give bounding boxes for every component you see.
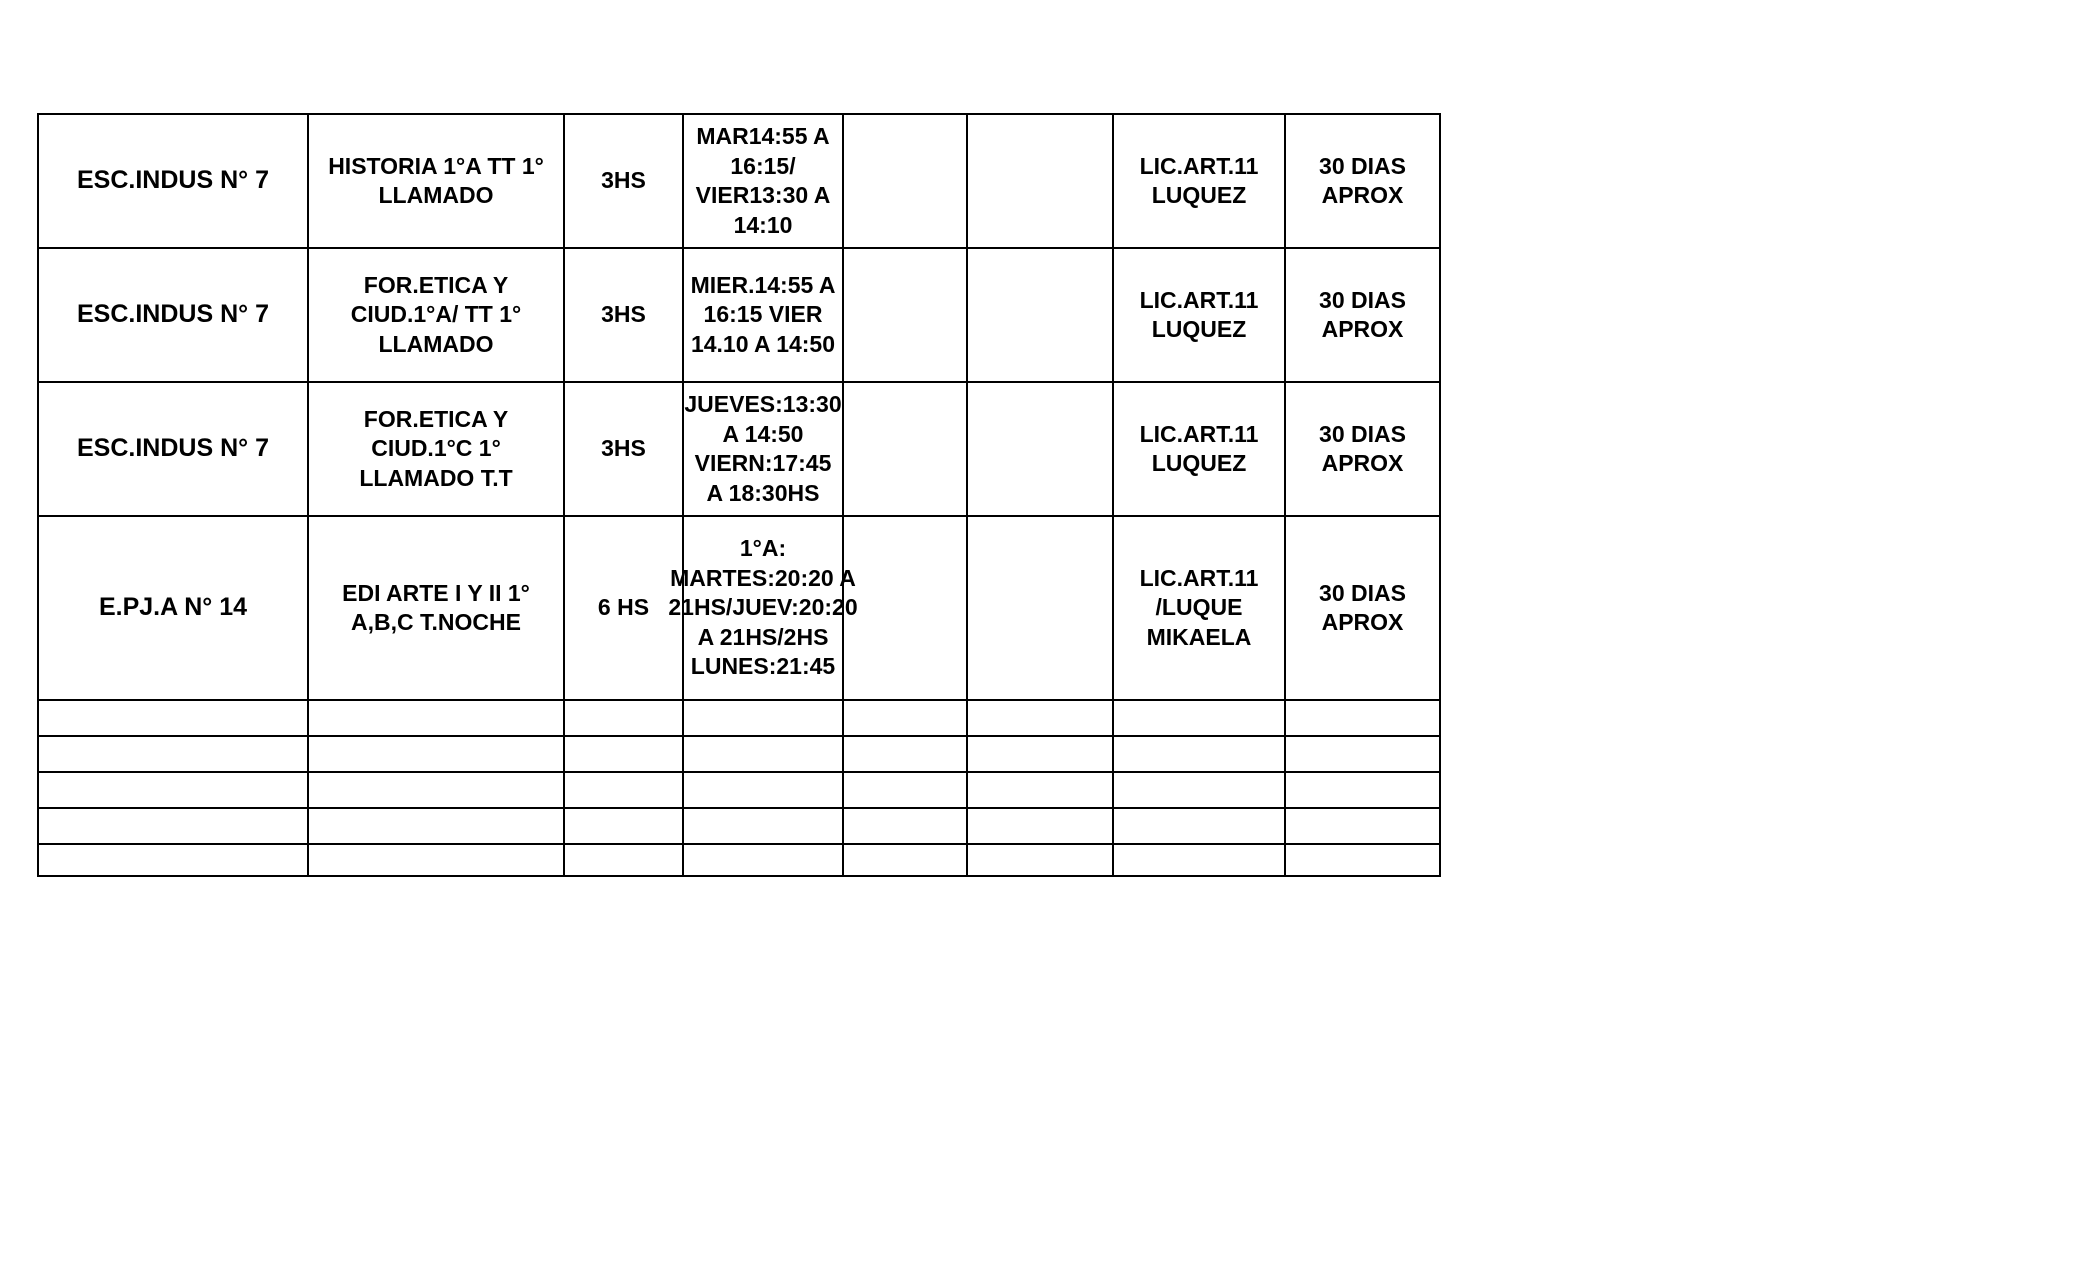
spreadsheet-table [37,113,1441,877]
empty-cell[interactable] [564,844,683,876]
subject-cell[interactable]: EDI ARTE I Y II 1° A,B,C T.NOCHE [308,516,564,700]
empty-cell[interactable] [1285,844,1440,876]
reason-cell[interactable]: LIC.ART.11 LUQUEZ [1113,382,1285,516]
empty-cell[interactable] [683,808,843,844]
duration-cell[interactable]: 30 DIAS APROX [1285,382,1440,516]
schedule-cell[interactable] [668,516,858,700]
table-row[interactable] [38,248,1440,382]
empty-cell[interactable] [843,808,967,844]
empty-cell[interactable] [843,516,967,700]
table-row[interactable] [38,382,1440,516]
schedule-text: 1°A: MARTES:20:20 A 21HS/JUEV:20:20 A 21HS/2HS LUNES:21:45 [668,535,858,680]
empty-cell[interactable] [967,808,1113,844]
empty-cell[interactable] [1113,808,1285,844]
school-cell[interactable]: ESC.INDUS N° 7 [38,382,308,516]
empty-cell[interactable] [308,700,564,736]
empty-cell[interactable] [843,844,967,876]
empty-row[interactable] [38,700,1440,736]
hours-cell[interactable]: 3HS [564,382,683,516]
empty-cell[interactable] [967,114,1113,248]
empty-cell[interactable] [843,700,967,736]
empty-cell[interactable] [1285,736,1440,772]
reason-cell[interactable]: LIC.ART.11 /LUQUE MIKAELA [1113,516,1285,700]
empty-cell[interactable] [308,844,564,876]
school-cell[interactable]: ESC.INDUS N° 7 [38,248,308,382]
empty-cell[interactable] [1113,700,1285,736]
duration-cell[interactable]: 30 DIAS APROX [1285,248,1440,382]
subject-cell[interactable]: HISTORIA 1°A TT 1° LLAMADO [308,114,564,248]
empty-cell[interactable] [564,736,683,772]
schedule-cell[interactable] [683,114,843,248]
reason-cell[interactable]: LIC.ART.11 LUQUEZ [1113,114,1285,248]
empty-cell[interactable] [564,808,683,844]
hours-cell[interactable]: 3HS [564,248,683,382]
empty-cell[interactable] [38,844,308,876]
empty-cell[interactable] [843,736,967,772]
duration-cell[interactable]: 30 DIAS APROX [1285,114,1440,248]
empty-row[interactable] [38,736,1440,772]
empty-cell[interactable] [1113,772,1285,808]
subject-cell[interactable]: FOR.ETICA Y CIUD.1°A/ TT 1° LLAMADO [308,248,564,382]
empty-cell[interactable] [564,700,683,736]
empty-cell[interactable] [1113,844,1285,876]
empty-cell[interactable] [38,772,308,808]
empty-cell[interactable] [308,736,564,772]
empty-cell[interactable] [1285,808,1440,844]
duration-cell[interactable]: 30 DIAS APROX [1285,516,1440,700]
subject-cell[interactable]: FOR.ETICA Y CIUD.1°C 1° LLAMADO T.T [308,382,564,516]
school-cell[interactable]: E.PJ.A N° 14 [38,516,308,700]
empty-cell[interactable] [843,772,967,808]
empty-cell[interactable] [843,382,967,516]
empty-row[interactable] [38,808,1440,844]
empty-cell[interactable] [967,516,1113,700]
empty-cell[interactable] [843,114,967,248]
table-row[interactable] [38,114,1440,248]
empty-cell[interactable] [683,772,843,808]
empty-cell[interactable] [683,736,843,772]
empty-cell[interactable] [38,808,308,844]
schedule-text: JUEVES:13:30 A 14:50 VIERN:17:45 A 18:30HS [684,391,842,506]
empty-cell[interactable] [683,700,843,736]
school-cell[interactable]: ESC.INDUS N° 7 [38,114,308,248]
empty-cell[interactable] [308,772,564,808]
table-row[interactable] [38,516,1440,700]
empty-cell[interactable] [683,844,843,876]
schedule-cell[interactable] [683,248,843,382]
empty-cell[interactable] [967,382,1113,516]
schedule-cell[interactable] [683,382,843,516]
empty-row[interactable] [38,844,1440,876]
empty-cell[interactable] [967,736,1113,772]
empty-cell[interactable] [38,700,308,736]
empty-row[interactable] [38,772,1440,808]
empty-cell[interactable] [967,248,1113,382]
empty-cell[interactable] [967,844,1113,876]
hours-cell[interactable]: 6 HS [564,516,683,700]
empty-cell[interactable] [843,248,967,382]
empty-cell[interactable] [967,700,1113,736]
empty-cell[interactable] [1285,700,1440,736]
empty-cell[interactable] [967,772,1113,808]
hours-cell[interactable]: 3HS [564,114,683,248]
empty-cell[interactable] [1113,736,1285,772]
empty-cell[interactable] [1285,772,1440,808]
empty-cell[interactable] [564,772,683,808]
empty-cell[interactable] [38,736,308,772]
empty-cell[interactable] [308,808,564,844]
reason-cell[interactable]: LIC.ART.11 LUQUEZ [1113,248,1285,382]
schedule-text: MIER.14:55 A 16:15 VIER 14.10 A 14:50 [690,271,836,357]
schedule-text: MAR14:55 A 16:15/ VIER13:30 A 14:10 [695,123,831,238]
